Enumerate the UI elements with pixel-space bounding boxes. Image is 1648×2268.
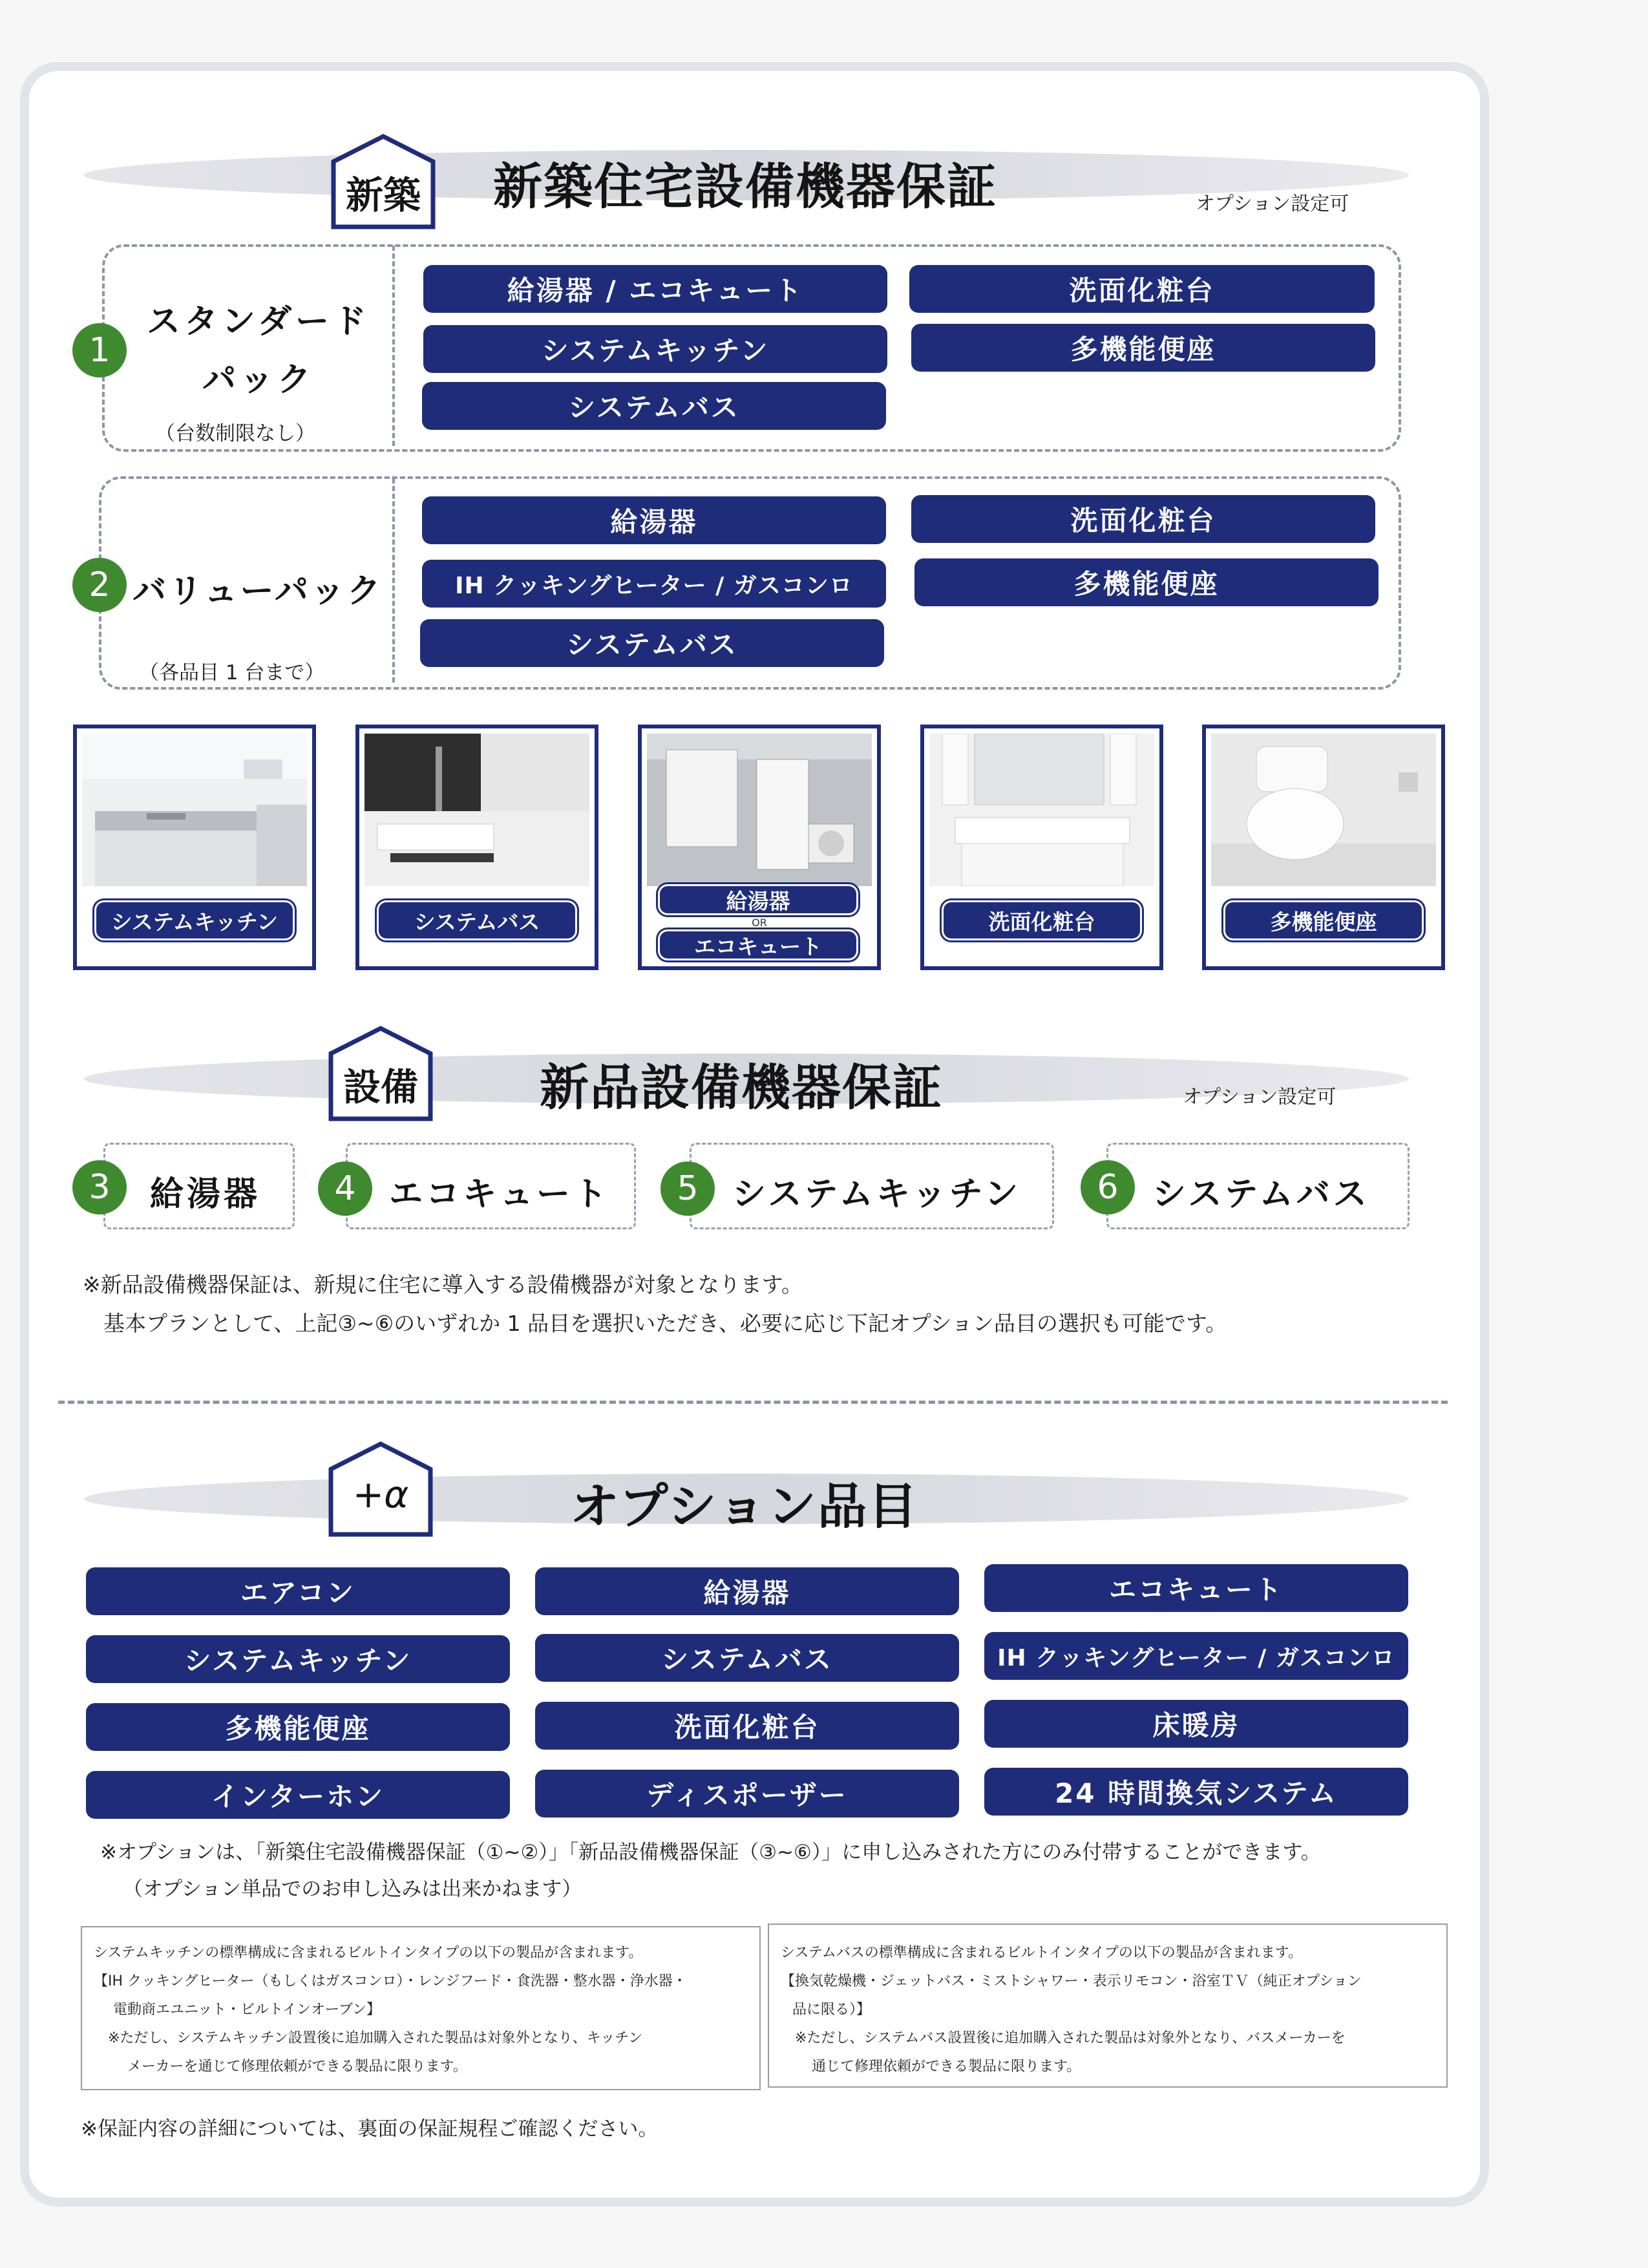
house-badge [326,1440,436,1531]
footnote-line: システムバスの標準構成に含まれるビルトインタイプの以下の製品が含まれます。 [781,1945,1302,1961]
footnote-line: 【IH クッキングヒーター（もしくはガスコンロ）・レンジフード・食洗器・整水器・浄水器・ [94,1973,687,1989]
number-badge: 6 [1081,1160,1135,1214]
option-note: オプション設定可 [1183,1086,1336,1108]
item-pill: 給湯器 [422,496,886,544]
photo-tile-vanity [920,725,1163,970]
photo-tile-water-heater [638,725,881,970]
badge-label: +α [352,1472,409,1516]
option-note: オプション設定可 [1196,193,1349,215]
photo-tile-kitchen [73,725,316,970]
section-title: オプション品目 [570,1478,919,1535]
footnote-line: メーカーを通じて修理依頼ができる製品に限ります。 [127,2059,467,2075]
option-pill: 24 時間換気システム [984,1768,1408,1816]
number-badge: 2 [72,558,127,612]
bath-footnote-box [768,1924,1448,2088]
note-text: 基本プランとして、上記③~⑥のいずれか 1 品目を選択いただき、必要に応じ下記オプション品目の選択も可能です。 [103,1311,1227,1336]
number-badge: 3 [72,1160,127,1214]
option-pill: システムバス [535,1634,959,1682]
note-text: （オプション単品でのお申し込みは出来かねます） [123,1878,582,1901]
item-pill: 多機能便座 [911,324,1375,372]
option-pill: 洗面化粧台 [535,1702,959,1750]
vanity-photo [929,734,1154,886]
equipment-label: 給湯器 [150,1175,261,1214]
badge-label: 新築 [345,173,421,217]
divider [392,478,395,683]
footnote-line: 品に限る）】 [792,2002,871,2018]
item-pill: 多機能便座 [914,558,1379,606]
footnote-line: 【換気乾燥機・ジェットバス・ミストシャワー・表示リモコン・浴室ＴＶ（純正オプション [781,1973,1362,1989]
item-pill: IH クッキングヒーター / ガスコンロ [422,560,886,608]
kitchen-photo [82,734,307,886]
option-pill: 給湯器 [535,1567,959,1615]
final-note: ※保証内容の詳細については、裏面の保証規程ご確認ください。 [81,2117,659,2141]
photo-tile-toilet [1202,725,1445,970]
badge-label: 設備 [343,1065,418,1109]
equipment-label: システムバス [1152,1175,1370,1214]
option-pill: IH クッキングヒーター / ガスコンロ [984,1632,1408,1680]
note-text: ※オプションは、「新築住宅設備機器保証（①~②）」「新品設備機器保証（③~⑥）」に申し込みされた方にのみ付帯することができます。 [100,1841,1321,1864]
equipment-label: エコキュート [389,1175,611,1214]
divider [392,246,395,446]
footnote-line: ※ただし、システムバス設置後に追加購入された製品は対象外となり、バスメーカーを [795,2030,1346,2046]
section-divider [58,1401,1448,1404]
option-pill: 床暖房 [984,1700,1408,1748]
pack-sub: （各品目 1 台まで） [139,661,325,684]
footnote-line: 電動商エユニット・ビルトインオーブン】 [113,2002,381,2018]
kitchen-footnote-box [81,1926,761,2090]
photo-label: 洗面化粧台 [944,902,1140,938]
pack-sub: （台数制限なし） [155,422,315,445]
item-pill: 洗面化粧台 [911,495,1375,543]
house-badge [326,1024,436,1115]
equipment-label: システムキッチン [732,1175,1022,1214]
option-pill: ディスポーザー [535,1770,959,1818]
number-badge: 1 [72,323,127,377]
footnote-line: 通じて修理依頼ができる製品に限ります。 [812,2059,1081,2075]
footnote-line: システムキッチンの標準構成に含まれるビルトインタイプの以下の製品が含まれます。 [94,1945,643,1961]
item-pill: システムバス [422,382,886,430]
water-heater-photo [647,734,872,886]
toilet-photo [1211,734,1436,886]
photo-label: 多機能便座 [1225,902,1422,938]
pack-name: スタンダード [147,302,370,341]
option-pill: 多機能便座 [86,1703,510,1751]
option-pill: インターホン [86,1771,510,1819]
note-text: ※新品設備機器保証は、新規に住宅に導入する設備機器が対象となります。 [83,1272,803,1297]
option-pill: エアコン [86,1567,510,1615]
number-badge: 5 [660,1161,715,1216]
item-pill: システムキッチン [423,325,887,373]
photo-label: システムキッチン [96,902,293,938]
item-pill: 洗面化粧台 [909,265,1375,313]
item-pill: 給湯器 / エコキュート [423,265,887,313]
section-title: 新品設備機器保証 [540,1059,943,1116]
or-label: OR [752,917,767,929]
photo-label: エコキュート [660,931,856,959]
option-pill: システムキッチン [86,1635,510,1683]
section-title: 新築住宅設備機器保証 [493,158,997,215]
pack-name: バリューパック [132,572,383,611]
photo-label: システムバス [379,902,575,938]
photo-label: 給湯器 [660,886,856,913]
pack-name: パック [202,361,315,399]
photo-tile-bath [355,725,598,970]
footnote-line: ※ただし、システムキッチン設置後に追加購入された製品は対象外となり、キッチン [108,2030,643,2046]
option-pill: エコキュート [984,1564,1408,1612]
bath-photo [364,734,589,886]
house-badge [328,132,438,223]
item-pill: システムバス [420,619,884,667]
number-badge: 4 [318,1161,372,1216]
